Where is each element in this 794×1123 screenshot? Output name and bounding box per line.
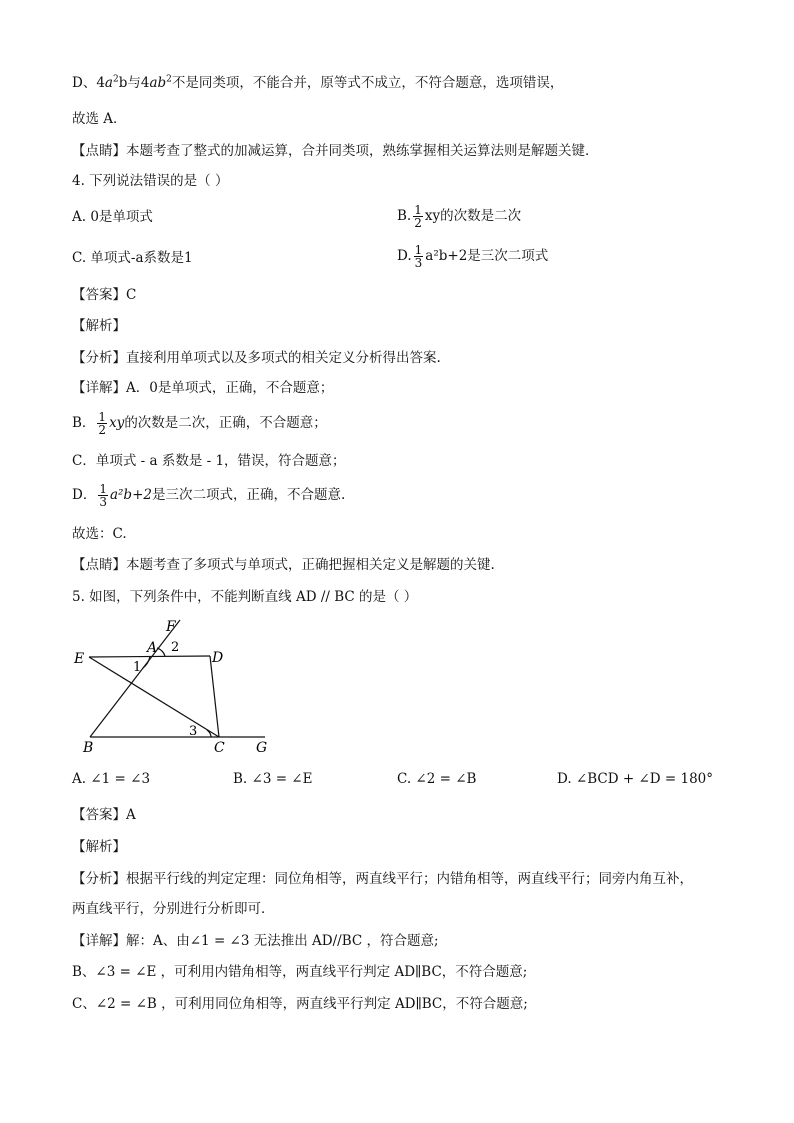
label-2: 2: [171, 640, 180, 655]
detail-5c: C、∠2 = ∠B ，可利用同位角相等，两直线平行判定 AD∥BC，不符合题意;: [72, 996, 528, 1012]
line-choose-a: 故选 A．: [72, 111, 127, 127]
line-option-d-explain: D、$4a^2b$与$4ab^2$不是同类项，不能合并，原等式不成立，不符合题意，选项错误，: [72, 74, 564, 91]
line-ec: [89, 657, 219, 737]
label-d: D: [212, 650, 224, 666]
analysis-heading-5: 【解析】: [72, 839, 126, 855]
detail-4c: C．单项式 - a 系数是 - 1，错误，符合题意；: [72, 453, 346, 469]
label-g: G: [256, 740, 268, 756]
answer-4: 【答案】C: [72, 287, 137, 303]
q5-option-a: A. ∠1 = ∠3: [72, 771, 151, 787]
detail-5b: B、∠3 = ∠E ，可利用内错角相等，两直线平行判定 AD∥BC，不符合题意;: [72, 964, 528, 980]
q5-option-c: C. ∠2 = ∠B: [397, 771, 477, 787]
q5-option-d: D. ∠BCD + ∠D = 180°: [557, 771, 714, 787]
analysis-5a: 【分析】根据平行线的判定定理：同位角相等，两直线平行；内错角相等，两直线平行；同旁内角互补，: [72, 871, 693, 887]
label-1: 1: [133, 660, 142, 675]
q4-option-b: B. $\frac{1}{2}$ xy的次数是二次: [397, 203, 522, 230]
line-comment-3: 【点睛】本题考查了整式的加减运算，合并同类项，熟练掌握相关运算法则是解题关键．: [72, 143, 599, 159]
comment-4: 【点睛】本题考查了多项式与单项式，正确把握相关定义是解题的关键.: [72, 557, 495, 573]
analysis-heading-4: 【解析】: [72, 318, 126, 334]
line-dc: [210, 656, 219, 737]
label-a: A: [147, 640, 158, 656]
question-4-title: 4. 下列说法错误的是（ ）: [72, 173, 229, 189]
q4-option-d: D. $\frac{1}{3}$ a²b+2是三次二项式: [397, 243, 549, 270]
label-b: B: [83, 740, 94, 756]
q4-option-c: C. 单项式-a系数是1: [72, 250, 193, 266]
label-3: 3: [189, 724, 198, 739]
detail-5a: 【详解】解：A、由∠1 = ∠3 无法推出 AD//BC ，符合题意;: [72, 933, 439, 949]
choose-4: 故选：C.: [72, 526, 127, 542]
q5-option-b: B. ∠3 = ∠E: [233, 771, 313, 787]
question-5-title: 5. 如图，下列条件中，不能判断直线 AD // BC 的是（ ）: [72, 589, 418, 605]
detail-4a: 【详解】A．0是单项式，正确，不合题意；: [72, 380, 334, 396]
analysis-4: 【分析】直接利用单项式以及多项式的相关定义分析得出答案.: [72, 350, 441, 366]
geometry-figure: [70, 615, 280, 760]
label-f: F: [166, 619, 176, 635]
detail-4d: D． $\frac{1}{3}$ a²b+2是三次二项式，正确，不合题意.: [72, 482, 346, 509]
line-bf: [90, 620, 180, 737]
fraction-third: $\frac{1}{3}$: [414, 243, 423, 270]
label-c: C: [214, 740, 225, 756]
detail-4b: B． $\frac{1}{2}$ xy的次数是二次，正确，不合题意；: [72, 410, 327, 437]
analysis-5b: 两直线平行，分别进行分析即可．: [72, 901, 275, 917]
fraction-half: $\frac{1}{2}$: [414, 203, 422, 230]
q4-option-a: A. 0是单项式: [72, 209, 153, 225]
label-e: E: [74, 651, 85, 667]
answer-5: 【答案】A: [72, 807, 136, 823]
